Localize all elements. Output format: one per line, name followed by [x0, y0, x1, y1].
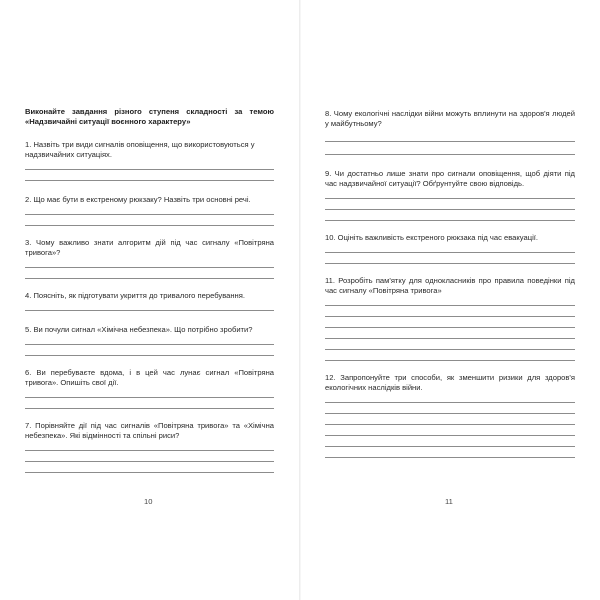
answer-line[interactable] [325, 349, 575, 350]
task-question: 11. Розробіть пам'ятку для однокласників про правила поведінки під час сигналу «Повітряна тривога» [325, 276, 575, 295]
task-11 [325, 276, 575, 361]
answer-line[interactable] [25, 450, 274, 451]
task-question: 10. Оцініть важливість екстреного рюкзака під час евакуації. [325, 233, 538, 242]
task-2 [25, 195, 274, 226]
task-10 [325, 233, 575, 264]
answer-line[interactable] [325, 446, 575, 447]
task-6 [25, 368, 274, 409]
answer-line[interactable] [25, 310, 274, 311]
task-question: 2. Що має бути в екстреному рюкзаку? Назвіть три основні речі. [25, 195, 251, 204]
answer-line[interactable] [325, 154, 575, 155]
answer-line[interactable] [25, 355, 274, 356]
answer-line[interactable] [25, 408, 274, 409]
task-8 [325, 109, 575, 155]
answer-line[interactable] [325, 402, 575, 403]
answer-line[interactable] [25, 267, 274, 268]
answer-line[interactable] [325, 424, 575, 425]
task-question: 6. Ви перебуваєте вдома, і в цей час лунає сигнал «Повітряна тривога». Опишіть свої дії. [25, 368, 274, 387]
left-page-content [25, 107, 274, 473]
task-question: 12. Запропонуйте три способи, як зменшити ризики для здоров'я екологічних наслідків війни. [325, 373, 575, 392]
answer-line[interactable] [25, 344, 274, 345]
answer-line[interactable] [25, 169, 274, 170]
task-7 [25, 421, 274, 473]
answer-line[interactable] [325, 252, 575, 253]
task-12 [325, 373, 575, 458]
task-4 [25, 291, 274, 311]
task-question: 7. Порівняйте дії під час сигналів «Повітряна тривога» та «Хімічна небезпека». Які відмінності та спільні риси? [25, 421, 274, 440]
answer-line[interactable] [25, 180, 274, 181]
task-3 [25, 238, 274, 279]
page-number: 11 [445, 497, 453, 506]
answer-line[interactable] [325, 198, 575, 199]
right-page [301, 0, 600, 600]
answer-line[interactable] [325, 338, 575, 339]
task-question: 1. Назвіть три види сигналів оповіщення, що використовуються у надзвичайних ситуаціях. [25, 140, 255, 159]
answer-line[interactable] [25, 278, 274, 279]
answer-line[interactable] [325, 305, 575, 306]
task-9 [325, 169, 575, 221]
answer-line[interactable] [325, 263, 575, 264]
answer-line[interactable] [325, 327, 575, 328]
answer-line[interactable] [325, 435, 575, 436]
answer-line[interactable] [325, 457, 575, 458]
answer-line[interactable] [325, 316, 575, 317]
page-number: 10 [144, 497, 153, 506]
answer-line[interactable] [25, 214, 274, 215]
task-question: 5. Ви почули сигнал «Хімічна небезпека». Що потрібно зробити? [25, 325, 253, 334]
task-5 [25, 325, 274, 356]
task-question: 4. Поясніть, як підготувати укриття до тривалого перебування. [25, 291, 245, 300]
task-1 [25, 140, 274, 181]
task-question: 3. Чому важливо знати алгоритм дій під час сигналу «Повітряна тривога»? [25, 238, 274, 257]
task-question: 9. Чи достатньо лише знати про сигнали оповіщення, щоб діяти під час надзвичайної ситуації? Обґрунтуйте свою відповідь. [325, 169, 575, 188]
answer-line[interactable] [325, 413, 575, 414]
answer-line[interactable] [25, 461, 274, 462]
right-page-content [325, 107, 575, 458]
section-heading: Виконайте завдання різного ступеня складності за темою «Надзвичайні ситуації воєнного характеру» [25, 107, 274, 126]
answer-line[interactable] [25, 225, 274, 226]
answer-line[interactable] [325, 141, 575, 142]
answer-line[interactable] [325, 209, 575, 210]
answer-line[interactable] [25, 472, 274, 473]
left-page [0, 0, 299, 600]
task-question: 8. Чому екологічні наслідки війни можуть вплинути на здоров'я людей у майбутньому? [325, 109, 575, 128]
answer-line[interactable] [325, 220, 575, 221]
answer-line[interactable] [325, 360, 575, 361]
answer-line[interactable] [25, 397, 274, 398]
